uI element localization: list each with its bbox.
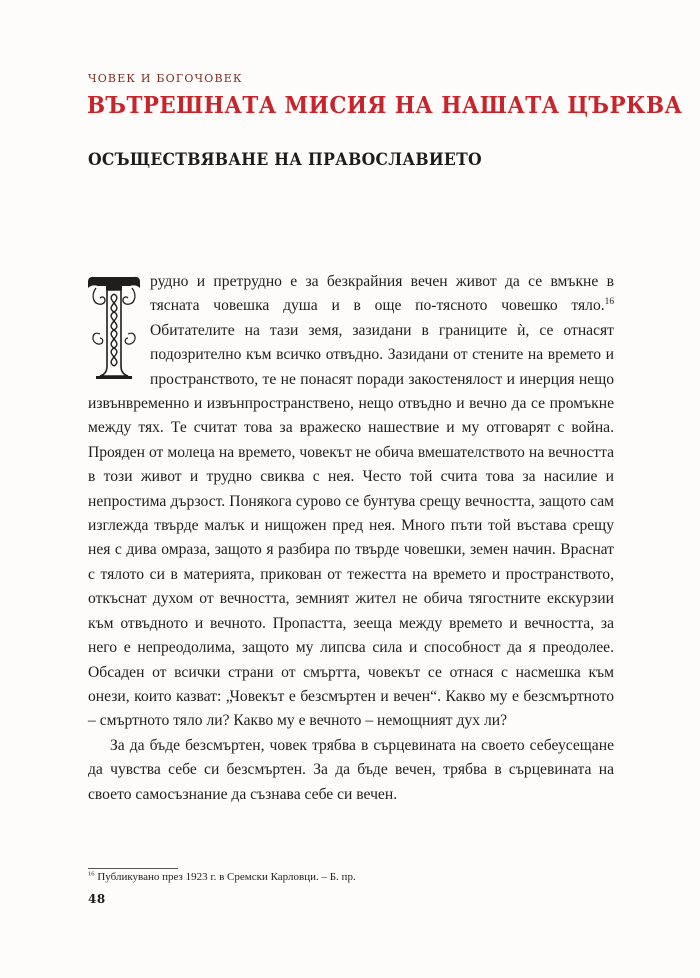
page-number: 48	[88, 892, 106, 906]
footnote-text: Публикувано през 1923 г. в Сремски Карловци. – Б. пр.	[94, 871, 356, 883]
dropcap-t-ornament	[86, 274, 142, 386]
footnote-divider	[88, 868, 178, 869]
section-title: ОСЪЩЕСТВЯВАНЕ НА ПРАВОСЛАВИЕТО	[88, 150, 482, 170]
ornamental-dropcap-icon	[86, 274, 142, 386]
paragraph-1	[88, 270, 614, 734]
chapter-title: ВЪТРЕШНАТА МИСИЯ НА НАШАТА ЦЪРКВА	[87, 92, 683, 119]
running-header: ЧОВЕК И БОГОЧОВЕК	[88, 72, 243, 85]
paragraph-1-text-a: рудно и претрудно е за безкрайния вечен живот да се вмъкне в тясната човешка душа и в още по-тясното човешко тяло.	[150, 273, 614, 315]
footnote-reference[interactable]: 16	[604, 297, 614, 308]
footnote	[88, 871, 356, 883]
body-text	[88, 270, 614, 807]
paragraph-2: За да бъде безсмъртен, човек трябва в сърцевината на своето себеусещане да чувства себе си безсмъртен. За да бъде вечен, трябва в сърцевината на своето самосъзнание да съзнава себе си вечен.	[88, 736, 614, 803]
footnote-number: 16	[88, 870, 95, 878]
paragraph-1-text-b: Обитателите на тази земя, зазидани в границите ѝ, се отнасят подозрително към всичко отвъдно. Зазидани от стените на времето и пространството, те не понасят поради закостенялост и инерция нещо извънвременно и извънпространствено, нещо отвъдно и вечно да се промъкне между тях. Те считат това за вражеско нашествие и му отговарят с война. Прояден от молеца на времето, човекът не обича вмешателството на вечността в този живот и трудно свиква с нея. Често той счита това за насилие и непростима дързост. Понякога сурово се бунтува срещу вечността, защото сам изглежда твърде малък и нищожен пред нея. Много пъти той въстава срещу нея с дива омраза, защото я разбира по твърде човешки, земен начин. Враснат с тялото си в материята, прикован от тежестта на времето и пространството, откъснат духом от вечността, земният жител не обича тягостните екскурзии към отвъдното и вечното. Пропастта, зееща между времето и вечността, за него е непреодолима, защото му липсва сила и способност да я преодолее. Обсаден от всички страни от смъртта, човекът се отнася с насмешка към онези, които казват: „Човекът е безсмъртен и вечен“. Какво му е безсмъртното – смъртното тяло ли? Какво му е вечното – немощният дух ли?	[88, 321, 614, 730]
